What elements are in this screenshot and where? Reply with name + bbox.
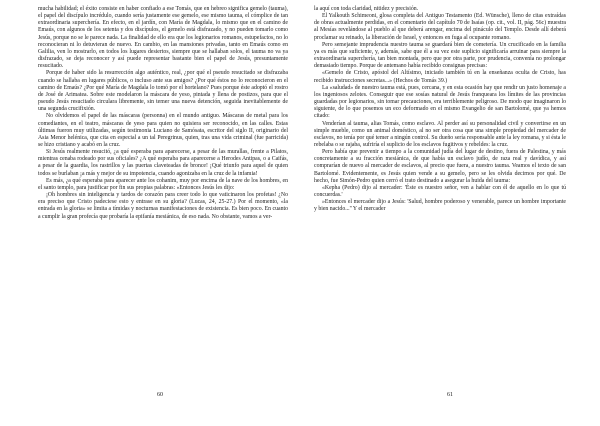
paragraph: mucha habilidad; el éxito consiste en haber confiado a ese Tomás, que en hebreo significa gemelo (tauma), el papel del discípulo incrédulo, cuando sería justamente ese gemelo, ese mismo tauma, el cómplice de tan extraordinaria superchería. En efecto, en el jardín, con María de Magdala, lo mismo que en el camino de Emaús, con algunos de los setenta y dos discípulos, el gemelo está disfrazado, y no pueden tomarlo como Jesús, porque no se le parece nada. La finalidad de ello era que los legionarios romanos, estupefactos, no lo reconocieran ni lo detuvieran de nuevo. En cambio, en las mansiones privadas, tanto en Emaús como en Galilia, ven lo mostrarlo, en todos los lugares desiertos, siempre que se hallaban solos, el tauma no va ya disfrazado, se deja reconocer y así puede representar bastante bien el papel de Jesús, presuntamente resucitado. [38,6,288,70]
left-page-text [38,6,288,221]
paragraph: Venderían al tauma, alias Tomás, como esclavo. Al perder así su personalidad civil y convertirse en un simple mueble, como un animal doméstico, al no ser otra cosa que una simple propiedad del mercader de esclavos, no tenía por qué temer a ningún control. Su dueño sería responsable ante la ley romana, y si ésta le rebelaba o se rajaba, sufriría el suplicio de los esclavos fugitivos y rebeldes: la cruz. [314,120,566,148]
paragraph: «Kepha (Pedro) dijo al mercader: 'Éste es nuestro señor, ven a hablar con él de aquello en lo que tú concuerdas.' [314,184,566,199]
right-page-number: 61 [447,392,453,398]
right-page [300,0,600,426]
paragraph: No olvidemos el papel de las máscaras (personna) en el mundo antiguo. Máscaras de metal para los comediantes, en el teatro, máscaras de yeso para quien no quisiera ser reconocido, en las calles. Estas últimas fueron muy utilizadas, según testimonia Luciano de Samósata, escritor del siglo II, originario del Asia Menor helénica, que cita en especial a un tal Peregrinus, quien, tras una vida criminal (fue parricida) se hizo cristiano y acabó en la cruz. [38,113,288,148]
paragraph: Porque de haber sido la resurrección algo auténtico, real, ¿por qué el pseudo resucitado se disfrazaba cuando se hallaba en lugares públicos, o incluso ante sus amigos? ¿Por qué éstos no lo reconocieron en el camino de Emaús? ¿Por qué María de Magdala lo tomó por el hortelano? Pues porque éste adoptó el rostro de José de Arimatea. Sobre este modelaron la máscara de yeso, pintada y llena de postizos, para que el pseudo Jesús resucitado circulara libremente, sin temer una nueva detención, seguida inevitablemente de una segunda crucifixión. [38,70,288,113]
paragraph: Es más, ¿a qué esperaba para aparecer ante los cohanim, muy por encima de la nave de los hombres, en el santo templo, para justificar por fin sus propias palabras: «Entonces Jesús les dijo: [38,177,288,191]
left-page-number: 60 [157,392,163,398]
paragraph: Pero había que prevenir a tiempo a la comunidad judía del lugar de destino, fuera de Palestina, y más concretamente a su fracción mesiánica, de que había un esclavo judío, de raza real y davídica, y así comprarían de nuevo al mercader de esclavos, al precio que fuera, a nuestro tauma. Veamos el texto de san Bartolomé. Evidentemente, es Jesús quien vende a su gemelo, pero se les olvida decirnos por qué. De hecho, fue Simón-Pedro quien cerró el trato destinado a asegurar la huida del tauma: [314,149,566,184]
paragraph: El Yalkouth Schimeoni, glosa completa del Antiguo Testamento (Ed. Wünsche), lleno de citas extraídas de obras actualmente perdidas, en el comentario del capítulo 70 de Isaías (op. cit., vol. II, pág. 56c) muestra al Mesías revelándose al pueblo al que deberá arengar, encima del pináculo del Templo. Desde allí deberá proclamar su reinado, la liberación de Israel, y entonces en fuga al ocupante romano. [314,13,566,41]
paragraph: Si Jesús realmente resucitó, ¿a qué esperaba para aparecerse, a pesar de las murallas, frente a Pilatos, mientras cenaba rodeado por sus oficiales? ¿A qué esperaba para aparecerse a Herodes Antipas, o a Caifás, a pesar de la guardia, los rastrillos y las puertas claveteadas de bronce! ¡Qué triunfo para aquel de quien todos se burlaban ¡a más y mejor de su impotencia, cuando agonizaba en la cruz de la infamia! [38,149,288,177]
right-page-text [314,6,566,214]
paragraph: Pero semejante imprudencia nuestro tauma se guardará bien de cometería. Un crucificado en la familia ya es más que suficiente, y, además, sabe que él a su vez este suplicio significaría arruinar para siempre la extraordinaria superchería, tan bien montada, pero que por otra parte, por prudencia, convenía no prolongar demasiado tiempo. Porque de antemano había recibido consignas precisas: [314,41,566,70]
paragraph: la aquí con toda claridad, nitidez y precisión. [314,6,419,12]
paragraph: La «saludad» de nuestro tauma está, pues, cercana, y en esta ocasión hay que rendir un justo homenaje a los ingeniosos zelotes. Conseguir que ese sosías natural de Jesús franqueara los límites de las provincias guardadas por legionarios, sin tomar precauciones, era terriblemente peligroso. De modo que imaginaron lo siguiente, de lo que posemos un eco deformado en el mismo Evangelio de san Bartolomé, que ya hemos citado: [314,84,566,120]
paragraph: «Gemelo de Cristo, apóstol del Altísimo, iniciado también tú en la enseñanza oculta de Cristo, has recibido instrucciones secretas...» (Hechos de Tomás 39.) [314,70,566,84]
paragraph: »Entonces el mercader dijo a Jesús: 'Salud, hombre poderoso y venerable, parece un hombre importante y bien nacido...'' Y el mercader [314,199,566,213]
paragraph: ¡Oh hombres sin inteligencia y tardos de corazón para creer todo lo que vaticinaron los profetas! ¿No era preciso que Cristo padeciese esto y entrase en su gloria? (Lucas, 24, 25-27.) Por el momento, «la entrada en la gloria» se limita a tímidas y nocturnas manifestaciones de existencia. Es bien poco. En cuanto a cumplir la gran profecía que probaría la epifanía mesiánica, de eso nada. No obstante, vamos a ver- [38,192,288,220]
